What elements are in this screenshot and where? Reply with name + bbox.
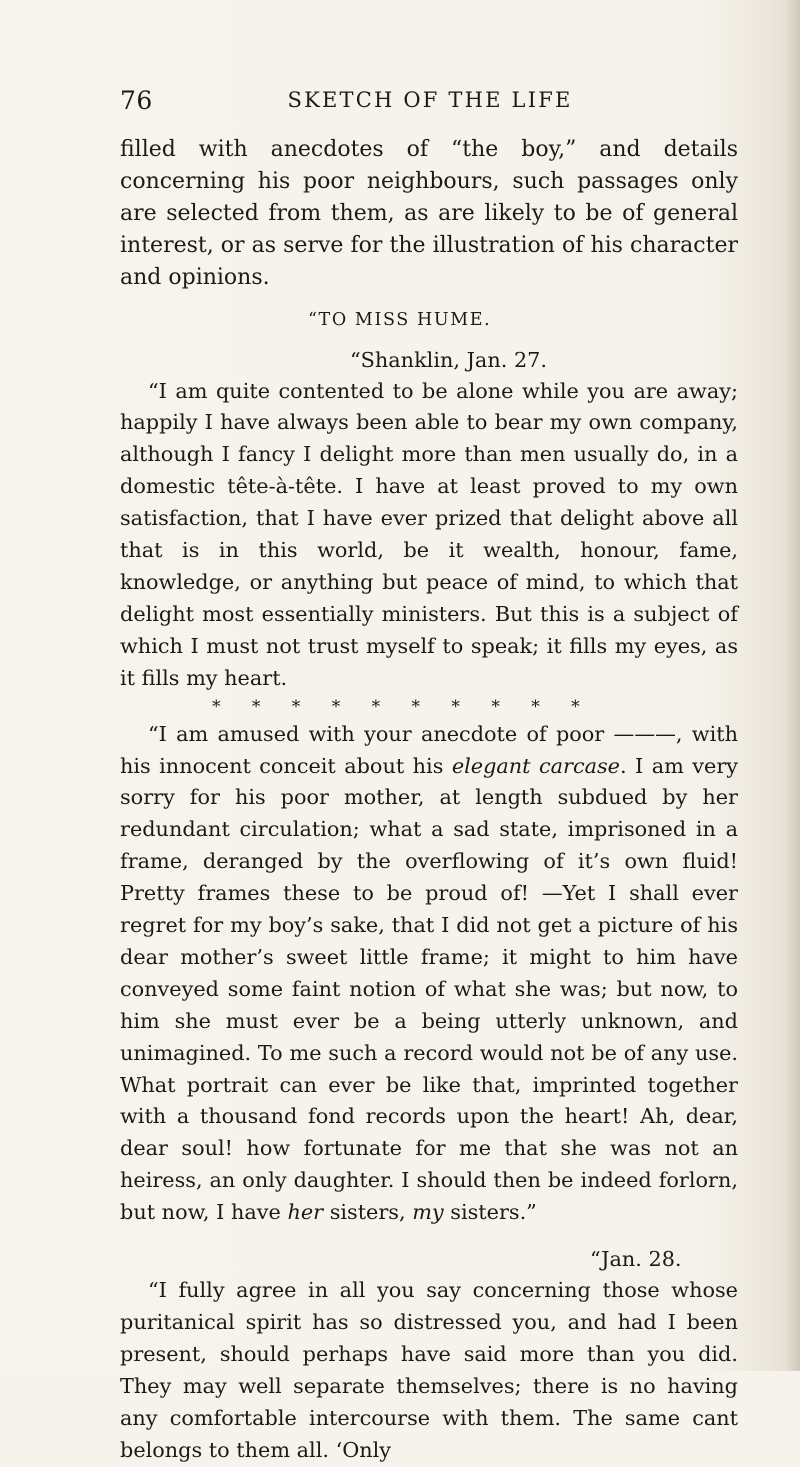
letter-2-italic-elegant-carcase: elegant carcase [451,753,620,778]
letter-dateline-shanklin: “Shanklin, Jan. 27. [350,347,548,372]
running-head: SKETCH OF THE LIFE [287,88,573,112]
letter-2-text-c: sisters, [323,1200,413,1225]
letter-2-text-b: . I am very sorry for his poor mother, at length subdued by her redundant circulation; what a sad state, imprisoned in a frame, deranged by the overflowing of it’s own fluid! Pretty frames these to be proud of! —Yet I shall ever regret for my boy’s sake, that I did not get a picture of his dear mother’s sweet little frame; it might to him have conveyed some faint notion of what she was; but now, to him she must ever be a being utterly unknown, and unimagined. To me such a record would not be of any use. What portrait can ever be like that, imprinted together with a thousand fond records upon the heart! Ah, dear, dear soul! how fortunate for me that she was not an heiress, an only daughter. I should then be indeed forlorn, but now, I have [120,753,739,1225]
letter-salutation: “TO MISS HUME. [308,309,492,330]
letter-dateline-jan-28: “Jan. 28. [590,1247,682,1272]
letter-paragraph-2 [120,719,738,1230]
intro-paragraph: filled with anecdotes of “the boy,” and details concerning his poor neighbours, such passages only are selected from them, as are likely to be of general interest, or as serve for the illustration of his character and opinions. [120,137,738,290]
letter-2-italic-my: my [412,1200,444,1225]
letter-2-italic-her: her [287,1200,324,1225]
letter-paragraph-3: “I fully agree in all you say concerning those whose puritanical spirit has so distressed you, and had I been present, should perhaps have said more than you did. They may well separate themselves; there is no having any comfortable intercourse with them. The same cant belongs to them all. ‘Only [120,1278,738,1462]
page-number: 76 [120,86,153,115]
page-text [120,134,738,1467]
page-edge-shadow [786,0,800,1371]
letter-2-text-d: sisters.” [443,1200,537,1225]
letter-paragraph-1: “I am quite contented to be alone while you are away; happily I have always been able to bear my own company, although I fancy I delight more than men usually do, in a domestic tête-à-tête. I have at least proved to my own satisfaction, that I have ever prized that delight above all that is in this world, be it wealth, honour, fame, knowledge, or anything but peace of mind, to which that delight most essentially ministers. But this is a subject of which I must not trust myself to speak; it fills my eyes, as it fills my heart. [120,378,738,690]
letter-2-text-a: “I am amused with your anecdote of poor ———, with his innocent conceit about his [120,721,738,778]
asterisk-separator: * * * * * * * * * * [212,696,593,717]
page-header [120,86,740,126]
